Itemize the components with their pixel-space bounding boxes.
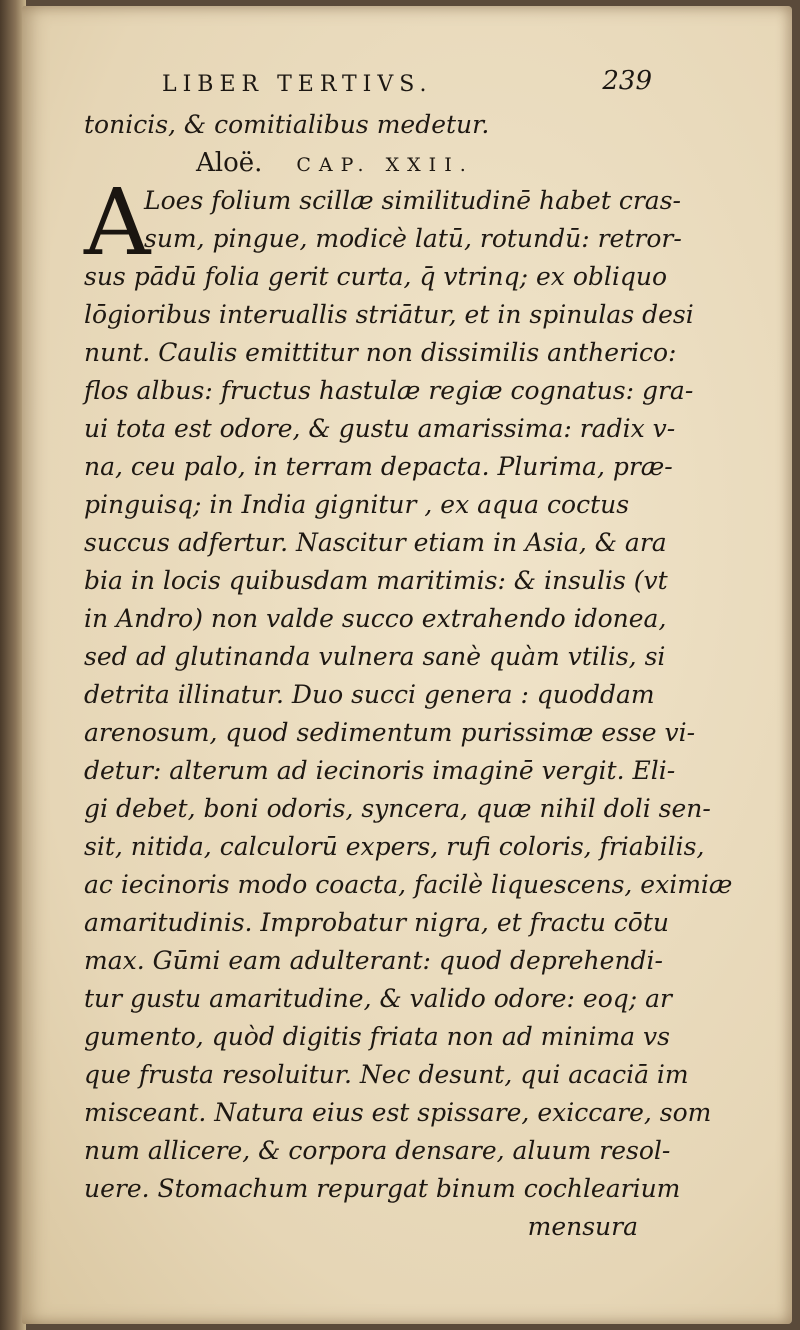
text-line: gi debet, boni odoris, syncera, quæ nihil doli sen- bbox=[84, 794, 711, 823]
text-line: succus adfertur. Nascitur etiam in Asia, & ara bbox=[84, 528, 667, 557]
text-line: in Andro) non valde succo extrahendo idonea, bbox=[84, 604, 667, 633]
book-page bbox=[22, 6, 792, 1324]
page-header bbox=[162, 66, 652, 110]
text-line: bia in locis quibusdam maritimis: & insulis (vt bbox=[84, 566, 668, 595]
text-line: num allicere, & corpora densare, aluum resol- bbox=[84, 1136, 671, 1165]
text-line: sus pādū folia gerit curta, q̄ vtrinq; ex obliquo bbox=[84, 262, 668, 291]
text-line: gumento, quòd digitis friata non ad minima vs bbox=[84, 1022, 670, 1051]
chapter-heading bbox=[196, 144, 644, 182]
catchword: mensura bbox=[527, 1212, 638, 1241]
text-line: ui tota est odore, & gustu amarissima: radix v- bbox=[84, 414, 676, 443]
text-line: flos albus: fructus hastulæ regiæ cognatus: gra- bbox=[84, 376, 694, 405]
text-line: tur gustu amaritudine, & valido odore: eoq; ar bbox=[84, 984, 672, 1013]
chapter-title: Aloë. bbox=[196, 148, 263, 178]
text-line: detrita illinatur. Duo succi genera : quoddam bbox=[84, 680, 655, 709]
text-line: detur: alterum ad iecinoris imaginē vergit. Eli- bbox=[84, 756, 676, 785]
text-line: arenosum, quod sedimentum purissimæ esse vi- bbox=[84, 718, 696, 747]
text-line: max. Gūmi eam adulterant: quod deprehendi- bbox=[84, 946, 663, 975]
text-line: sum, pingue, modicè latū, rotundū: retror- bbox=[144, 224, 682, 253]
page-number: 239 bbox=[602, 66, 652, 96]
text-line: uere. Stomachum repurgat binum cochlearium bbox=[84, 1174, 681, 1203]
text-line: sed ad glutinanda vulnera sanè quàm vtilis, si bbox=[84, 642, 666, 671]
text-lines bbox=[84, 169, 733, 1208]
text-line: sit, nitida, calculorū expers, rufi coloris, friabilis, bbox=[84, 832, 705, 861]
text-line: pinguisq; in India gignitur , ex aqua coctus bbox=[84, 490, 630, 519]
text-line: lōgioribus interuallis striātur, et in spinulas desi bbox=[84, 300, 694, 329]
running-title: LIBER TERTIVS. bbox=[162, 72, 433, 97]
text-line: Loes folium scillæ similitudinē habet cras- bbox=[144, 186, 681, 215]
carryover-line: tonicis, & comitialibus medetur. bbox=[84, 110, 490, 139]
chapter-number: CAP. XXII. bbox=[296, 154, 474, 176]
text-line: nunt. Caulis emittitur non dissimilis antherico: bbox=[84, 338, 677, 367]
text-line: que frusta resoluitur. Nec desunt, qui acaciā im bbox=[84, 1060, 689, 1089]
paragraph bbox=[84, 169, 733, 1208]
text-line: na, ceu palo, in terram depacta. Plurima, præ- bbox=[84, 452, 673, 481]
text-line: misceant. Natura eius est spissare, exiccare, som bbox=[84, 1098, 712, 1127]
drop-cap: A bbox=[84, 169, 151, 276]
text-block bbox=[84, 106, 733, 1246]
text-line: amaritudinis. Improbatur nigra, et fractu cōtu bbox=[84, 908, 670, 937]
text-line: ac iecinoris modo coacta, facilè liquescens, eximiæ bbox=[84, 870, 733, 899]
